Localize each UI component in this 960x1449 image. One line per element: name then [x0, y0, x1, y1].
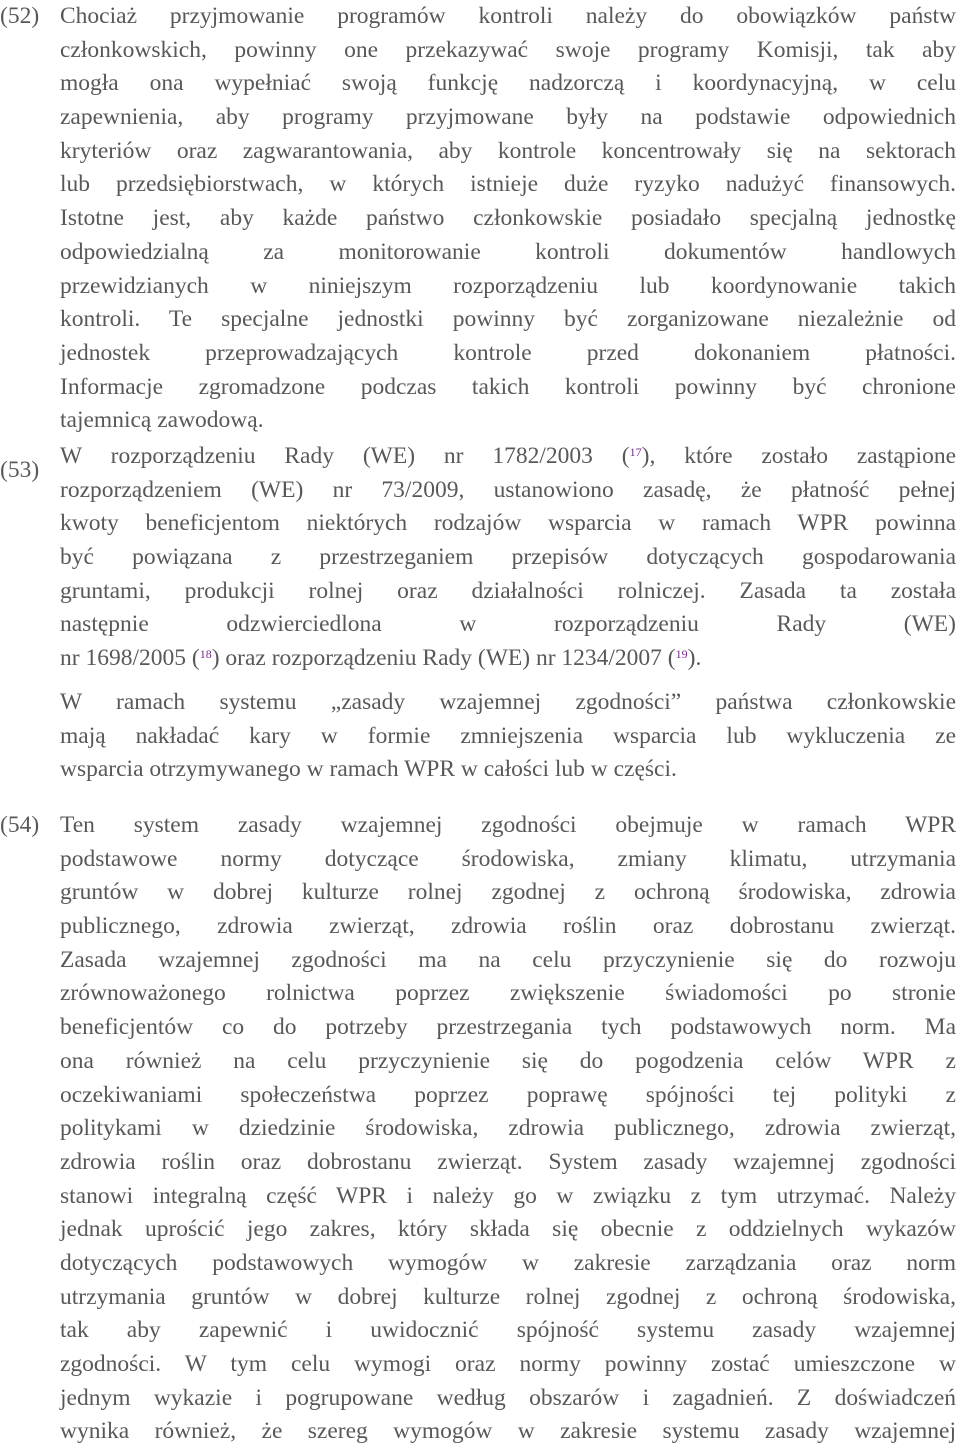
text-line: utrzymania gruntów w dobrej kulturze rolnej zgodnej z ochroną środowiska, — [60, 1283, 956, 1310]
text-line: kwoty beneficjentom niektórych rodzajów wsparcia w ramach WPR powinna — [60, 510, 956, 537]
text-line: tak aby zapewnić i uwidocznić spójność systemu zasady wzajemnej — [60, 1317, 956, 1344]
text-line: zdrowia roślin oraz dobrostanu zwierząt. System zasady wzajemnej zgodności — [60, 1148, 956, 1175]
text-line: tajemnicą zawodową. — [60, 407, 264, 434]
text-line: odpowiedzialną za monitorowanie kontroli dokumentów handlowych — [60, 238, 956, 265]
text-line: W ramach systemu „zasady wzajemnej zgodności” państwa członkowskie — [60, 689, 956, 715]
text-line: kryteriów oraz zagwarantowania, aby kontrole koncentrowały się na sektorach — [60, 137, 956, 164]
text-line: jednym wykazie i pogrupowane według obszarów i zagadnień. Z doświadczeń — [60, 1384, 956, 1411]
text-line: gruntów w dobrej kulturze rolnej zgodnej z ochroną środowiska, zdrowia — [60, 879, 956, 906]
recital-body-paragraph-2 — [60, 686, 956, 787]
text-line: mają nakładać kary w formie zmniejszenia wsparcia lub wykluczenia ze — [60, 722, 956, 749]
text-line: beneficjentów co do potrzeby przestrzegania tych podstawowych norm. Ma — [60, 1014, 956, 1041]
recital-body — [60, 809, 956, 1449]
text-line: zrównoważonego rolnictwa poprzez zwiększenie świadomości po stronie — [60, 980, 956, 1007]
text-line: Chociaż przyjmowanie programów kontroli należy do obowiązków państw — [60, 3, 956, 29]
text-line: W rozporządzeniu Rady (WE) nr 1782/2003 ($^{17}$), które zostało zastąpione — [60, 443, 957, 469]
text-line: gruntami, produkcji rolnej oraz działalności rolniczej. Zasada ta została — [60, 577, 956, 604]
recital-number: (54) — [0, 812, 40, 838]
text-line: mogła ona wypełniać swoją funkcję nadzorczą i koordynacyjną, w celu — [60, 70, 956, 97]
footnote-ref-17[interactable]: 17 — [629, 445, 642, 459]
footnote-ref-19[interactable]: 19 — [675, 647, 688, 662]
text-line: rozporządzeniem (WE) nr 73/2009, ustanowiono zasadę, że płatność pełnej — [60, 476, 956, 503]
text-line: jednostek przeprowadzających kontrole przed dokonaniem płatności. — [60, 339, 956, 366]
text-line: członkowskich, powinny one przekazywać swoje programy Komisji, tak aby — [60, 36, 956, 63]
text-line: lub przedsiębiorstwach, w których istnieje duże ryzyko nadużyć finansowych. — [60, 171, 956, 198]
text-line: wsparcia otrzymywanego w ramach WPR w całości lub w części. — [60, 756, 677, 783]
recital-body — [60, 0, 956, 438]
text-line: być powiązana z przestrzeganiem przepisów dotyczących gospodarowania — [60, 544, 956, 571]
text-line: przewidzianych w niniejszym rozporządzeniu lub koordynowanie takich — [60, 272, 956, 299]
text-line: Istotne jest, aby każde państwo członkowskie posiadało specjalną jednostkę — [60, 205, 956, 232]
recital-number: (52) — [0, 3, 40, 29]
text-line: politykami w dziedzinie środowiska, zdrowia publicznego, zdrowia zwierząt, — [60, 1115, 956, 1142]
text-line: dotyczących podstawowych wymogów w zakresie zarządzania oraz norm — [60, 1249, 956, 1276]
text-line: Ten system zasady wzajemnej zgodności obejmuje w ramach WPR — [60, 812, 956, 838]
text-line: nr 1698/2005 ($^{18}$) oraz rozporządzeniu Rady (WE) nr 1234/2007 ($^{19}$). — [60, 645, 702, 672]
text-line: wynika również, że szereg wymogów w zakresie systemu zasady wzajemnej — [60, 1418, 956, 1445]
text-line: jednak uprościć jego zakres, który składa się obecnie z oddzielnych wykazów — [60, 1216, 956, 1243]
text-line: oczekiwaniami społeczeństwa poprzez poprawę spójności tej polityki z — [60, 1081, 956, 1108]
recital-body-paragraph-1 — [60, 440, 956, 676]
text-line: publicznego, zdrowia zwierząt, zdrowia roślin oraz dobrostanu zwierząt. — [60, 913, 956, 940]
text-line: zapewnienia, aby programy przyjmowane były na podstawie odpowiednich — [60, 104, 956, 131]
text-line: następnie odzwierciedlona w rozporządzeniu Rady (WE) — [60, 611, 956, 638]
text-line: kontroli. Te specjalne jednostki powinny być zorganizowane niezależnie od — [60, 306, 956, 333]
text-line: ona również na celu przyczynienie się do pogodzenia celów WPR z — [60, 1047, 956, 1074]
text-line: Zasada wzajemnej zgodności ma na celu przyczynienie się do rozwoju — [60, 946, 956, 973]
footnote-ref-18[interactable]: 18 — [199, 647, 212, 662]
text-line: stanowi integralną część WPR i należy go w związku z tym utrzymać. Należy — [60, 1182, 956, 1209]
text-line: podstawowe normy dotyczące środowiska, zmiany klimatu, utrzymania — [60, 845, 956, 872]
recital-number: (53) — [0, 457, 40, 483]
text-line: zgodności. W tym celu wymogi oraz normy powinny zostać umieszczone w — [60, 1351, 956, 1377]
text-line: Informacje zgromadzone podczas takich kontroli powinny być chronione — [60, 373, 956, 400]
